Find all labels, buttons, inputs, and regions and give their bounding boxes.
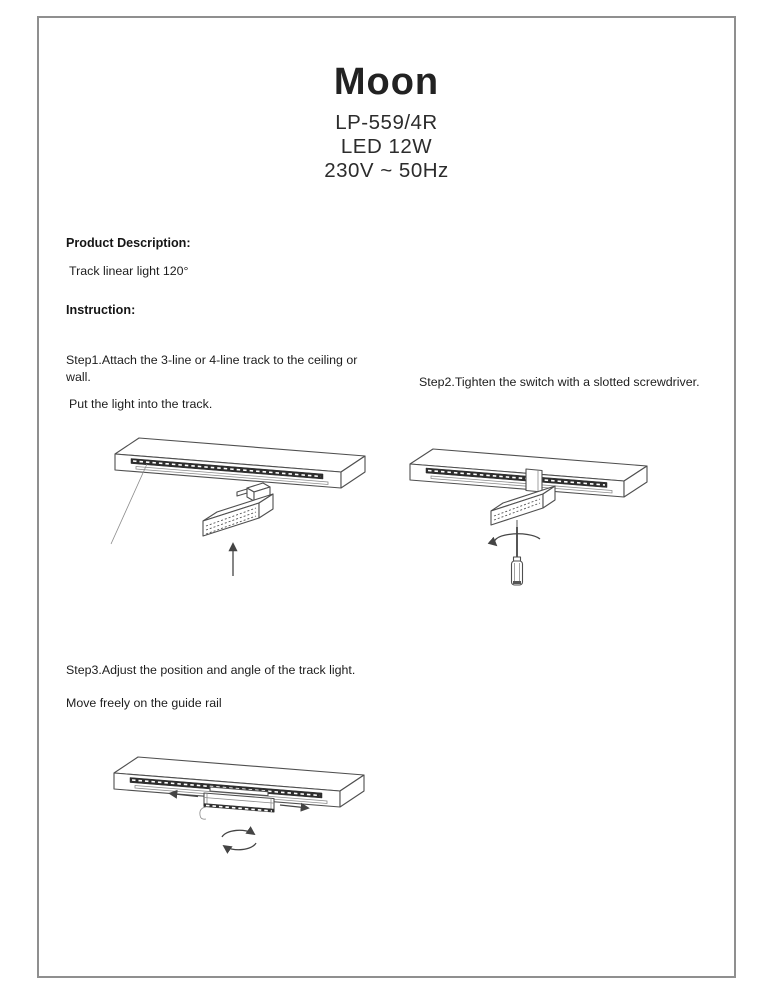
adapter-lever-icon — [200, 807, 206, 819]
product-power: LED 12W — [340, 135, 433, 158]
step1-note: Put the light into the track. — [69, 397, 213, 411]
product-title: Moon — [333, 61, 440, 103]
step3-text: Step3.Adjust the position and angle of the track light. — [66, 663, 356, 677]
instruction-sheet-page — [37, 16, 736, 978]
step1-text: Step1.Attach the 3-line or 4-line track to the ceiling or wall. — [66, 353, 358, 384]
track-light-fixture-icon — [203, 483, 273, 536]
screwdriver-icon — [512, 520, 523, 585]
product-description-label: Product Description: — [66, 236, 191, 250]
step3-illustration — [98, 745, 393, 870]
product-voltage: 230V ~ 50Hz — [324, 159, 449, 182]
right-arrow-icon — [280, 805, 308, 808]
step1-illustration — [99, 424, 394, 584]
ceiling-track-panel-icon — [115, 438, 365, 488]
instruction-label: Instruction: — [66, 303, 136, 317]
rotate-arrow-icon — [222, 830, 256, 849]
product-description-text: Track linear light 120° — [69, 264, 189, 278]
figure-step2 — [397, 435, 675, 595]
step2-illustration — [397, 435, 675, 595]
step2-text: Step2.Tighten the switch with a slotted screwdriver. — [419, 375, 700, 389]
figure-step3 — [98, 745, 393, 870]
figure-step1 — [99, 424, 394, 584]
step3-note: Move freely on the guide rail — [66, 696, 222, 710]
product-header — [39, 62, 734, 183]
product-model: LP-559/4R — [335, 111, 438, 134]
leader-line — [111, 464, 147, 544]
